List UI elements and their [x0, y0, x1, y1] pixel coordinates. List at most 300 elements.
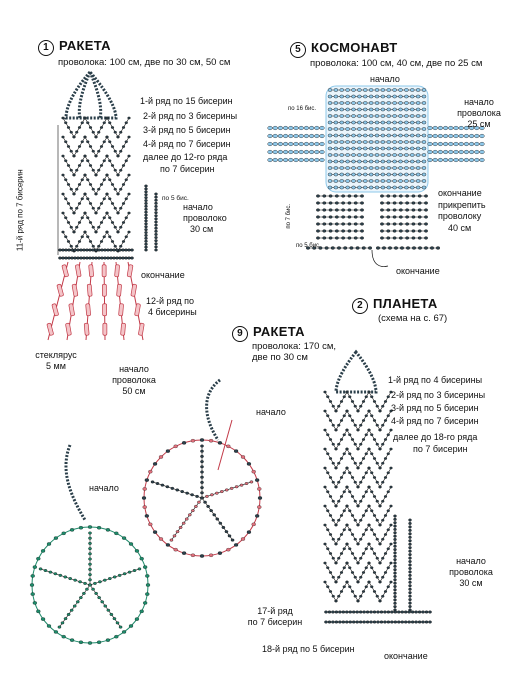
bead — [79, 257, 82, 260]
bead — [387, 134, 391, 137]
bead — [103, 198, 106, 200]
bead — [376, 621, 379, 624]
bead — [73, 249, 76, 252]
bead — [369, 101, 373, 104]
bead — [416, 127, 420, 130]
bead — [416, 95, 420, 98]
bead — [220, 490, 223, 493]
bead — [390, 611, 393, 614]
bead — [365, 472, 368, 474]
bead — [125, 141, 128, 143]
bead — [394, 611, 397, 614]
bead — [365, 434, 368, 436]
bead — [375, 134, 379, 137]
bead — [155, 230, 158, 232]
bead — [118, 257, 121, 260]
bottom-left-start: начало — [89, 483, 119, 493]
bead — [443, 158, 448, 162]
rocket1-row12-1: 12-й ряд по — [146, 296, 194, 306]
bead — [363, 186, 367, 189]
bead — [200, 455, 203, 458]
bead — [289, 158, 294, 162]
bead — [393, 134, 397, 137]
bead — [409, 591, 412, 593]
cosmonaut-attach-1: прикрепить — [438, 200, 486, 210]
bead — [323, 216, 326, 219]
bead — [346, 173, 350, 176]
bead — [334, 153, 338, 156]
bead — [145, 234, 148, 236]
bead — [67, 240, 70, 242]
planet-further-1: далее до 18-го ряда — [393, 432, 478, 442]
bead — [352, 147, 356, 150]
bead — [373, 571, 376, 573]
bead — [95, 212, 98, 214]
bead — [240, 484, 243, 487]
bead — [394, 538, 397, 540]
bead — [268, 134, 273, 138]
bead — [146, 583, 150, 586]
bead — [422, 88, 426, 91]
bead — [410, 173, 414, 176]
bead — [128, 231, 131, 233]
cosmonaut-title: КОСМОНАВТ — [311, 40, 398, 55]
bead — [332, 405, 335, 407]
bead — [323, 209, 326, 212]
bead — [329, 223, 332, 226]
bead — [410, 101, 414, 104]
bead — [405, 223, 408, 226]
bead — [390, 486, 393, 488]
bead — [390, 524, 393, 526]
bead — [404, 114, 408, 117]
bead — [362, 419, 365, 421]
bead — [340, 419, 343, 421]
bead — [394, 599, 397, 601]
bead — [346, 448, 349, 450]
bead — [111, 202, 114, 204]
glass-bead — [102, 265, 106, 277]
bead — [369, 127, 373, 130]
bead — [61, 257, 64, 260]
bead — [341, 202, 344, 205]
bead — [200, 486, 203, 489]
bead — [416, 101, 420, 104]
bead — [409, 574, 412, 576]
bead — [143, 601, 147, 604]
bead — [97, 131, 100, 133]
bead — [332, 443, 335, 445]
bead — [369, 114, 373, 117]
bead — [354, 195, 357, 198]
bead — [357, 134, 361, 137]
bead — [387, 108, 391, 111]
bead — [331, 621, 334, 624]
bead — [368, 505, 371, 507]
bead — [200, 438, 204, 441]
bead — [323, 195, 326, 198]
bead — [67, 221, 70, 223]
bead — [100, 257, 103, 260]
bead — [143, 565, 147, 568]
bead — [375, 121, 379, 124]
bead — [341, 230, 344, 233]
bead — [329, 457, 332, 459]
bead — [376, 538, 379, 540]
bead — [365, 510, 368, 512]
bead — [394, 522, 397, 524]
bead — [125, 179, 128, 181]
bead — [294, 142, 299, 146]
rocket1-row12-2: 4 бисерины — [148, 307, 197, 317]
bead — [418, 216, 421, 219]
bead — [81, 236, 84, 238]
bead — [255, 514, 259, 517]
bead — [422, 108, 426, 111]
bead — [404, 153, 408, 156]
bead — [335, 230, 338, 233]
bead — [108, 577, 111, 580]
bead — [151, 481, 154, 484]
bead — [475, 158, 480, 162]
bead — [111, 164, 114, 166]
bead — [376, 424, 379, 426]
bead — [91, 257, 94, 260]
bead — [399, 88, 403, 91]
bead — [283, 158, 288, 162]
bead — [62, 532, 66, 535]
bead — [354, 481, 357, 483]
bead — [349, 611, 352, 614]
bead — [375, 179, 379, 182]
bead — [351, 533, 354, 535]
bead — [357, 101, 361, 104]
bead — [64, 160, 67, 162]
bead — [399, 230, 402, 233]
bead — [70, 257, 73, 260]
bead — [332, 481, 335, 483]
bead — [135, 617, 139, 620]
bead — [106, 528, 110, 531]
bead — [337, 424, 340, 426]
bead — [326, 529, 329, 531]
bead — [343, 453, 346, 455]
bead — [278, 142, 283, 146]
bead — [376, 519, 379, 521]
bead — [106, 155, 109, 157]
bead — [145, 223, 148, 225]
bead — [316, 216, 319, 219]
bead — [188, 514, 191, 517]
bead — [67, 164, 70, 166]
bead — [335, 429, 338, 431]
bead — [145, 237, 148, 239]
bead — [376, 443, 379, 445]
bead — [359, 462, 362, 464]
bead — [459, 158, 464, 162]
bead — [145, 191, 148, 193]
bead — [328, 147, 332, 150]
bead — [209, 554, 213, 557]
bead — [362, 552, 365, 554]
bead — [464, 158, 469, 162]
bead — [92, 188, 95, 190]
bead — [304, 126, 309, 130]
bead — [64, 257, 67, 260]
bead — [393, 186, 397, 189]
bead — [97, 526, 101, 529]
bead — [116, 622, 119, 625]
bead — [75, 207, 78, 209]
bead — [346, 467, 349, 469]
bead — [375, 173, 379, 176]
bead — [393, 230, 396, 233]
bead — [383, 621, 386, 624]
bead — [142, 496, 146, 499]
bead — [111, 145, 114, 147]
bead — [332, 519, 335, 521]
bead — [62, 136, 65, 138]
bead — [348, 529, 351, 531]
bead — [73, 231, 76, 233]
bead — [89, 126, 92, 128]
bead — [124, 257, 127, 260]
bead — [393, 147, 397, 150]
bead — [390, 543, 393, 545]
bead — [348, 202, 351, 205]
bead — [375, 127, 379, 130]
bead — [113, 576, 116, 579]
bead — [422, 179, 426, 182]
bead — [81, 141, 84, 143]
bead — [387, 396, 390, 398]
bead — [390, 429, 393, 431]
bead — [328, 108, 332, 111]
bead — [381, 153, 385, 156]
bead — [320, 126, 325, 130]
bead — [340, 140, 344, 143]
bead — [114, 245, 117, 247]
bead — [328, 134, 332, 137]
bead — [226, 548, 230, 551]
bead — [332, 595, 335, 597]
bead — [231, 539, 234, 542]
bead — [428, 134, 433, 138]
bead — [369, 147, 373, 150]
bead — [340, 108, 344, 111]
bead — [103, 141, 106, 143]
bead — [475, 142, 480, 146]
bead — [348, 434, 351, 436]
bead — [283, 134, 288, 138]
bead — [405, 202, 408, 205]
planet-row4: 4-й ряд по 7 бисерин — [391, 416, 479, 426]
bead — [405, 195, 408, 198]
bead — [328, 114, 332, 117]
rocket1-row1: 1-й ряд по 15 бисерин — [140, 96, 233, 106]
bead — [351, 457, 354, 459]
bead — [350, 247, 354, 250]
bead — [335, 202, 338, 205]
bead — [125, 198, 128, 200]
bead — [381, 405, 384, 407]
bead — [86, 122, 89, 124]
bead — [67, 126, 70, 128]
bead — [416, 179, 420, 182]
bead — [83, 582, 86, 585]
bead — [92, 169, 95, 171]
bead — [84, 136, 87, 138]
bead — [324, 448, 327, 450]
bead — [422, 173, 426, 176]
bead — [428, 142, 433, 146]
bead — [363, 611, 366, 614]
rocket1-side-label: 11-й ряд по 7 бисерин — [15, 169, 25, 252]
bead — [352, 127, 356, 130]
bead — [430, 247, 434, 250]
bead — [78, 145, 81, 147]
bead — [86, 160, 89, 162]
bead — [409, 564, 412, 566]
bead — [106, 212, 109, 214]
bead — [352, 108, 356, 111]
bead — [384, 457, 387, 459]
bead — [346, 121, 350, 124]
bead — [394, 548, 397, 550]
cosmonaut-wire: проволока: 100 см, 40 см, две по 25 см — [310, 58, 483, 69]
bead — [436, 247, 440, 250]
bead — [329, 202, 332, 205]
bead — [369, 108, 373, 111]
bead — [128, 193, 131, 195]
bead — [369, 160, 373, 163]
bead — [363, 153, 367, 156]
bead — [424, 247, 428, 250]
bead — [67, 145, 70, 147]
bead — [399, 160, 403, 163]
bead — [268, 142, 273, 146]
bead — [379, 600, 382, 602]
bead — [73, 605, 76, 608]
bead — [399, 147, 403, 150]
bead — [182, 522, 185, 525]
bead — [412, 223, 415, 226]
bead — [393, 108, 397, 111]
bead — [329, 590, 332, 592]
bead — [228, 535, 231, 538]
bead — [332, 424, 335, 426]
bead — [125, 122, 128, 124]
bead — [241, 455, 245, 458]
bead — [357, 600, 360, 602]
bead — [348, 491, 351, 493]
bead — [54, 572, 57, 575]
bead — [363, 134, 367, 137]
bead — [345, 611, 348, 614]
bead — [368, 467, 371, 469]
bead — [324, 391, 327, 393]
bead — [114, 131, 117, 133]
bead — [369, 153, 373, 156]
bead — [171, 487, 174, 490]
bead — [89, 145, 92, 147]
bead — [380, 621, 383, 624]
bead — [351, 495, 354, 497]
bead — [354, 424, 357, 426]
bead — [334, 147, 338, 150]
bead — [346, 160, 350, 163]
bead — [394, 589, 397, 591]
bead — [399, 108, 403, 111]
bead — [428, 150, 433, 154]
bead — [84, 174, 87, 176]
bead — [118, 249, 121, 252]
bead — [103, 257, 106, 260]
bead — [421, 611, 424, 614]
bead — [88, 249, 91, 252]
bead — [326, 434, 329, 436]
bead — [328, 160, 332, 163]
bead — [340, 179, 344, 182]
bead — [170, 539, 173, 542]
bead — [424, 195, 427, 198]
bead — [70, 150, 73, 152]
bead — [117, 212, 120, 214]
bead — [394, 592, 397, 594]
bead — [449, 158, 454, 162]
bead — [108, 122, 111, 124]
bead — [394, 572, 397, 574]
bead — [84, 117, 87, 119]
bead — [115, 257, 118, 260]
bead — [335, 581, 338, 583]
bead — [416, 88, 420, 91]
bead — [130, 249, 133, 252]
bead — [82, 249, 85, 252]
bead — [75, 245, 78, 247]
bead — [316, 195, 319, 198]
bead — [39, 568, 42, 571]
bead — [376, 611, 379, 614]
glass-bead — [102, 284, 106, 296]
bead — [425, 611, 428, 614]
bead — [329, 216, 332, 219]
cosmonaut-end-wire — [372, 250, 388, 267]
bead — [334, 101, 338, 104]
bead — [335, 600, 338, 602]
bead — [332, 500, 335, 502]
bead — [399, 195, 402, 198]
bead — [97, 226, 100, 228]
bead — [117, 174, 120, 176]
bead — [399, 237, 402, 240]
bead — [205, 495, 208, 498]
bead — [218, 552, 222, 555]
bead — [348, 230, 351, 233]
bead — [387, 140, 391, 143]
bead — [268, 158, 273, 162]
bead — [119, 188, 122, 190]
bead — [394, 518, 397, 520]
bead — [418, 611, 421, 614]
bead — [416, 114, 420, 117]
bead — [415, 611, 418, 614]
bead — [315, 150, 320, 154]
bead — [304, 158, 309, 162]
bead — [127, 249, 130, 252]
bead — [88, 579, 91, 582]
bead — [352, 88, 356, 91]
